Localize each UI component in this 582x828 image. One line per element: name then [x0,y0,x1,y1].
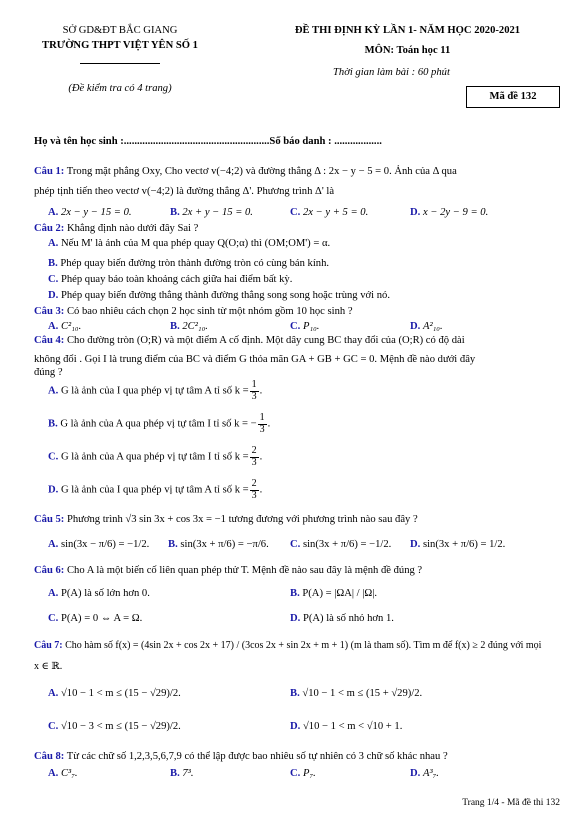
q1-option-c: C. 2x − y + 5 = 0. [290,207,369,218]
pages-note: (Đề kiểm tra có 4 trang) [68,83,172,94]
q3-option-a: A. C²₁₀. [48,321,82,332]
exam-code-box: Mã đề 132 [466,86,560,108]
q4-option-c: C. G là ảnh của A qua phép vị tự tâm I tỉ số k = $\frac{2}{3}$ . [48,445,263,468]
q5-option-c: C. sin(3x + π/6) = −1/2. [290,539,392,550]
q1-option-d: D. x − 2y − 9 = 0. [410,207,489,218]
q6-option-a: A. P(A) là số lớn hơn 0. [48,588,150,599]
subject: MÔN: Toán học 11 [364,45,451,56]
q5-option-d: D. sin(3x + π/6) = 1/2. [410,539,506,550]
q2-option-b: B. Phép quay biến đường tròn thành đường tròn có cùng bán kính. [48,258,330,269]
question-8: Câu 8: Từ các chữ số 1,2,3,5,6,7,9 có thể lập được bao nhiêu số tự nhiên có 3 chữ số khác nhau ? [34,751,448,762]
student-info-line: Họ và tên học sinh :.......................................................Số báo danh : .................. [34,136,382,147]
q4-option-d: D. G là ảnh của I qua phép vị tự tâm A tỉ số k = $\frac{2}{3}$ . [48,478,263,501]
page-footer: Trang 1/4 - Mã đề thi 132 [462,798,560,808]
q4-option-a: A. G là ảnh của I qua phép vị tự tâm A tỉ số k = $\frac{1}{3}$ . [48,379,263,402]
q8-option-b: B. 7³. [170,768,194,779]
q6-option-d: D. P(A) là số nhỏ hơn 1. [290,613,394,624]
q3-option-c: C. P₁₀. [290,321,320,332]
exam-time: Thời gian làm bài : 60 phút [333,67,450,78]
question-3: Câu 3: Có bao nhiêu cách chọn 2 học sinh từ một nhóm gồm 10 học sinh ? [34,306,353,317]
q7-option-d: D. √10 − 1 < m < √10 + 1. [290,721,403,732]
q2-option-a: A. Nếu M' là ảnh của M qua phép quay Q(O;α) thì (OM;OM') = α. [48,238,331,249]
question-text-2: phép tịnh tiến theo vectơ v(−4;2) là đường thẳng Δ'. Phương trình Δ' là [34,186,335,198]
q2-option-d: D. Phép quay biến đường thẳng thành đường thẳng song song hoặc trùng với nó. [48,290,390,301]
question-5: Câu 5: Phương trình √3 sin 3x + cos 3x = −1 tương đương với phương trình nào sau đây ? [34,514,418,525]
q8-option-a: A. C³₇. [48,768,78,779]
question-1 [34,165,562,198]
dept-name: SỞ GD&ĐT BẮC GIANG [62,25,178,36]
q1-option-a: A. 2x − y − 15 = 0. [48,207,132,218]
q7-option-a: A. √10 − 1 < m ≤ (15 − √29)/2. [48,688,181,699]
q7-option-c: C. √10 − 3 < m ≤ (15 − √29)/2. [48,721,181,732]
q3-option-d: D. A²₁₀. [410,321,443,332]
school-name: TRƯỜNG THPT VIỆT YÊN SỐ 1 [42,40,198,51]
q4-option-b: B. G là ảnh của A qua phép vị tự tâm I tỉ số k = − $\frac{1}{3}$ . [48,412,271,435]
q8-option-d: D. A³₇. [410,768,439,779]
question-6: Câu 6: Cho A là một biến cố liên quan phép thử T. Mệnh đề nào sau đây là mệnh đề đúng ? [34,565,423,576]
q5-option-a: A. sin(3x − π/6) = −1/2. [48,539,150,550]
q6-option-b: B. P(A) = |ΩA| / |Ω|. [290,588,378,599]
question-4: Câu 4: Cho đường tròn (O;R) và một điểm A cố định. Một dây cung BC thay đổi của (O;R) có độ dài không đổi . Gọi I là trung điểm của BC và điểm G thỏa mãn GA + GB + GC = 0. Mệnh đề nào dưới đây đúng ? [34,335,476,379]
q3-option-b: B. 2C²₁₀. [170,321,208,332]
question-7: Câu 7: Cho hàm số f(x) = (4sin 2x + cos 2x + 17) / (3cos 2x + sin 2x + m + 1) (m là tham số). Tìm m để f(x) ≥ 2 đúng với mọi x ∈ ℝ. [34,640,542,672]
question-label: Câu 1: [34,166,65,177]
q1-option-b: B. 2x + y − 15 = 0. [170,207,253,218]
q8-option-c: C. P₇. [290,768,316,779]
question-2: Câu 2: Khẳng định nào dưới đây Sai ? [34,223,199,234]
question-text: Trong mặt phẳng Oxy, Cho vectơ v(−4;2) và đường thẳng Δ : 2x − y − 5 = 0. Ảnh của Δ qua [66,166,457,177]
q6-option-c: C. P(A) = 0 ⇔ A = Ω. [48,613,143,624]
q7-option-b: B. √10 − 1 < m ≤ (15 + √29)/2. [290,688,423,699]
q2-option-c: C. Phép quay bảo toàn khoảng cách giữa hai điểm bất kỳ. [48,274,293,285]
header-divider [80,63,160,64]
q5-option-b: B. sin(3x + π/6) = −π/6. [168,539,269,550]
exam-title: ĐỀ THI ĐỊNH KỲ LẦN 1- NĂM HỌC 2020-2021 [294,25,521,36]
